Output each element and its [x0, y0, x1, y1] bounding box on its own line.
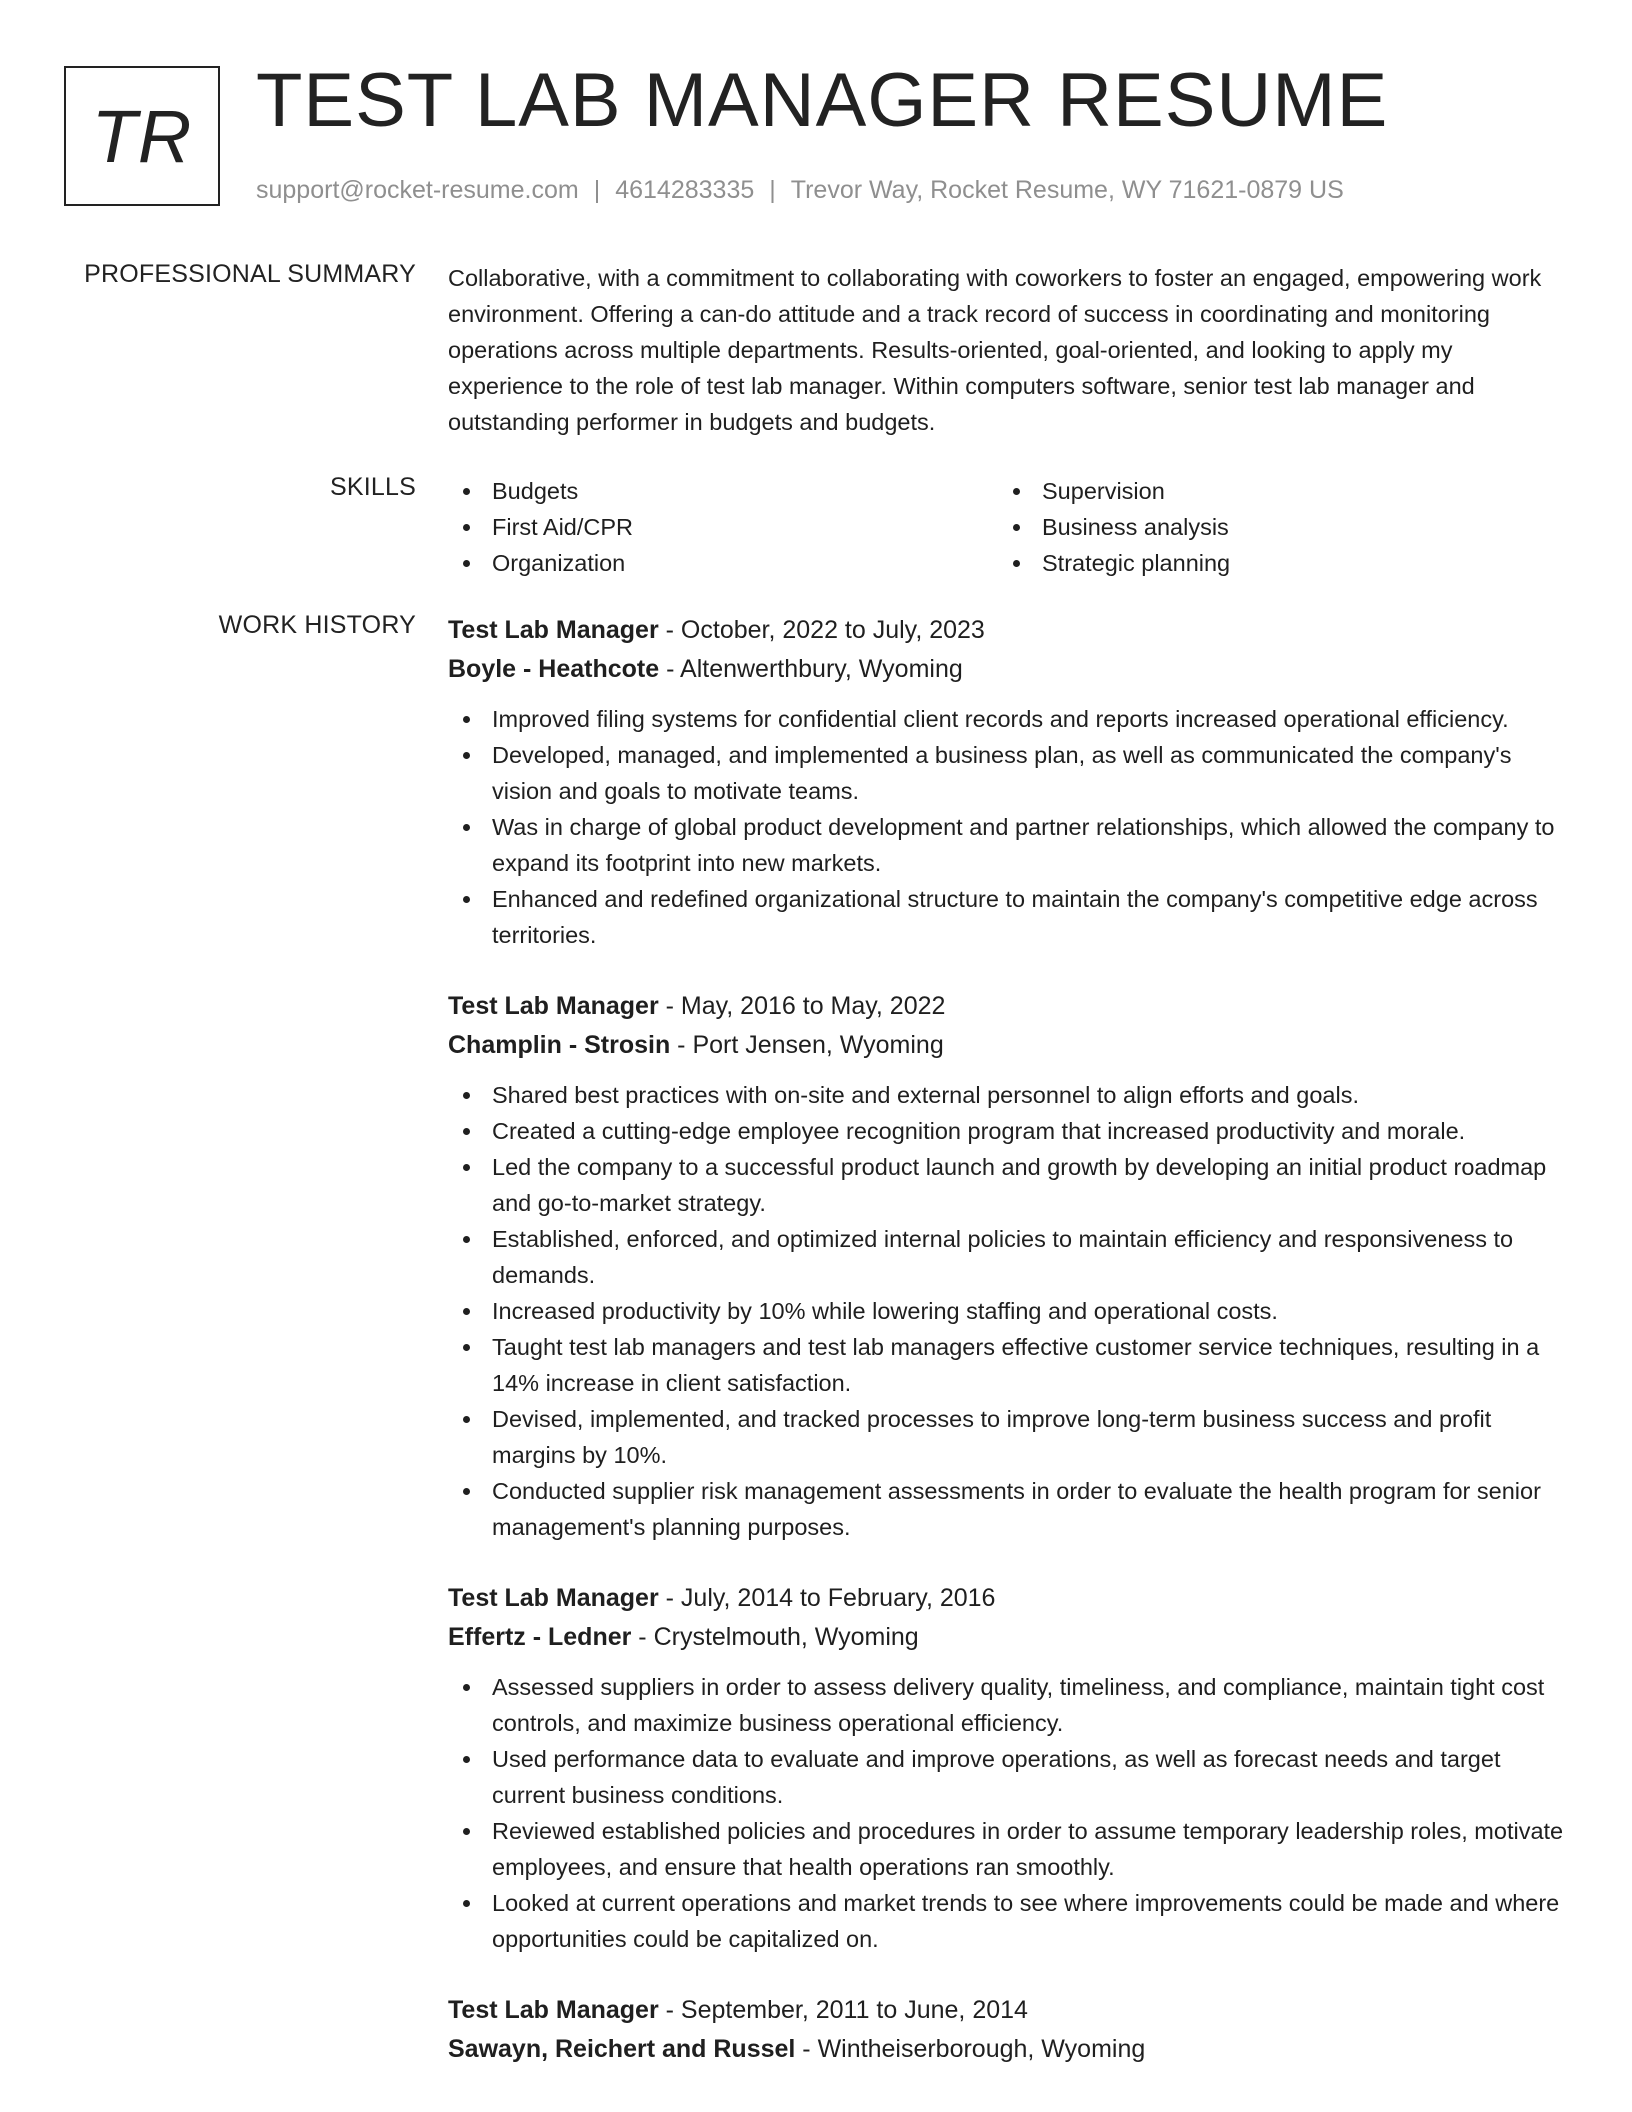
skills-heading: SKILLS	[330, 473, 416, 501]
skill-item: First Aid/CPR	[448, 509, 998, 545]
skill-item: Supervision	[998, 473, 1548, 509]
job-company-line	[448, 1618, 1568, 1657]
job-title-line	[448, 1991, 1568, 2030]
job-entry	[448, 611, 1568, 953]
summary-heading: PROFESSIONAL SUMMARY	[84, 260, 416, 288]
job-bullet: Assessed suppliers in order to assess delivery quality, timeliness, and compliance, maintain tight cost controls, and maximize business operational efficiency.	[448, 1669, 1568, 1741]
job-title: Test Lab Manager	[448, 616, 659, 644]
job-bullet: Devised, implemented, and tracked processes to improve long-term business success and profit margins by 10%.	[448, 1401, 1568, 1473]
job-dash: -	[795, 2035, 818, 2063]
job-company: Effertz - Ledner	[448, 1623, 632, 1651]
job-company-line	[448, 2030, 1568, 2069]
job-dash: -	[659, 655, 681, 683]
monogram-badge	[64, 66, 220, 206]
job-entry	[448, 987, 1568, 1545]
job-bullet: Developed, managed, and implemented a business plan, as well as communicated the company's vision and goals to motivate teams.	[448, 737, 1568, 809]
job-title-line	[448, 1579, 1568, 1618]
job-entry	[448, 1991, 1568, 2069]
contact-line	[256, 176, 1344, 205]
job-bullet: Established, enforced, and optimized internal policies to maintain efficiency and responsiveness to demands.	[448, 1221, 1568, 1293]
job-location: Altenwerthbury, Wyoming	[680, 655, 963, 683]
job-bullet: Led the company to a successful product launch and growth by developing an initial product roadmap and go-to-market strategy.	[448, 1149, 1568, 1221]
work-history-heading: WORK HISTORY	[218, 611, 416, 639]
job-dates: September, 2011 to June, 2014	[680, 1996, 1028, 2024]
skills-list	[448, 473, 1568, 581]
job-title: Test Lab Manager	[448, 1996, 659, 2024]
job-dates: October, 2022 to July, 2023	[680, 616, 985, 644]
job-bullet: Enhanced and redefined organizational structure to maintain the company's competitive edge across territories.	[448, 881, 1568, 953]
job-bullet: Created a cutting-edge employee recognition program that increased productivity and morale.	[448, 1113, 1568, 1149]
job-company: Boyle - Heathcote	[448, 655, 660, 683]
skill-item: Business analysis	[998, 509, 1548, 545]
job-dash: -	[631, 1623, 654, 1651]
job-dash: -	[658, 1584, 681, 1612]
job-title-line	[448, 611, 1568, 650]
job-bullets	[448, 1077, 1568, 1545]
skill-item: Organization	[448, 545, 998, 581]
job-dates: July, 2014 to February, 2016	[680, 1584, 996, 1612]
summary-text: Collaborative, with a commitment to collaborating with coworkers to foster an engaged, empowering work environment. Offering a can-do attitude and a track record of success in coordinating and monitoring operations across multiple departments. Results-oriented, goal-oriented, and looking to apply my experience to the role of test lab manager. Within computers software, senior test lab manager and outstanding performer in budgets and budgets.	[448, 265, 1542, 435]
job-dash: -	[658, 992, 681, 1020]
job-company: Sawayn, Reichert and Russel	[448, 2035, 796, 2063]
skill-item: Strategic planning	[998, 545, 1548, 581]
job-company: Champlin - Strosin	[448, 1031, 671, 1059]
job-dates: May, 2016 to May, 2022	[680, 992, 946, 1020]
job-bullet: Used performance data to evaluate and improve operations, as well as forecast needs and target current business conditions.	[448, 1741, 1568, 1813]
job-bullet: Increased productivity by 10% while lowering staffing and operational costs.	[448, 1293, 1568, 1329]
monogram-initials: TR	[91, 94, 193, 178]
contact-separator: |	[593, 176, 601, 204]
job-bullets	[448, 701, 1568, 953]
job-dash: -	[670, 1031, 693, 1059]
job-dash: -	[658, 616, 681, 644]
job-bullet: Shared best practices with on-site and external personnel to align efforts and goals.	[448, 1077, 1568, 1113]
job-bullet: Improved filing systems for confidential client records and reports increased operational efficiency.	[448, 701, 1568, 737]
job-title: Test Lab Manager	[448, 992, 659, 1020]
job-entry	[448, 1579, 1568, 1957]
job-location: Crystelmouth, Wyoming	[653, 1623, 919, 1651]
contact-address: Trevor Way, Rocket Resume, WY 71621-0879 US	[790, 176, 1344, 204]
job-bullet: Reviewed established policies and procedures in order to assume temporary leadership roles, motivate employees, and ensure that health operations ran smoothly.	[448, 1813, 1568, 1885]
job-title-line	[448, 987, 1568, 1026]
resume-title: TEST LAB MANAGER RESUME	[256, 58, 1389, 143]
job-bullet: Was in charge of global product development and partner relationships, which allowed the company to expand its footprint into new markets.	[448, 809, 1568, 881]
job-dash: -	[658, 1996, 681, 2024]
job-company-line	[448, 650, 1568, 689]
job-bullets	[448, 1669, 1568, 1957]
contact-separator: |	[769, 176, 776, 204]
job-bullet: Conducted supplier risk management assessments in order to evaluate the health program for senior management's planning purposes.	[448, 1473, 1568, 1545]
job-company-line	[448, 1026, 1568, 1065]
job-bullet: Taught test lab managers and test lab managers effective customer service techniques, resulting in a 14% increase in client satisfaction.	[448, 1329, 1568, 1401]
job-bullet: Looked at current operations and market trends to see where improvements could be made and where opportunities could be capitalized on.	[448, 1885, 1568, 1957]
jobs-list	[448, 611, 1568, 2103]
contact-email: support@rocket-resume.com	[256, 176, 579, 204]
job-title: Test Lab Manager	[448, 1584, 659, 1612]
contact-phone: 4614283335	[615, 176, 755, 204]
job-location: Wintheiserborough, Wyoming	[817, 2035, 1146, 2063]
skill-item: Budgets	[448, 473, 998, 509]
job-location: Port Jensen, Wyoming	[692, 1031, 944, 1059]
